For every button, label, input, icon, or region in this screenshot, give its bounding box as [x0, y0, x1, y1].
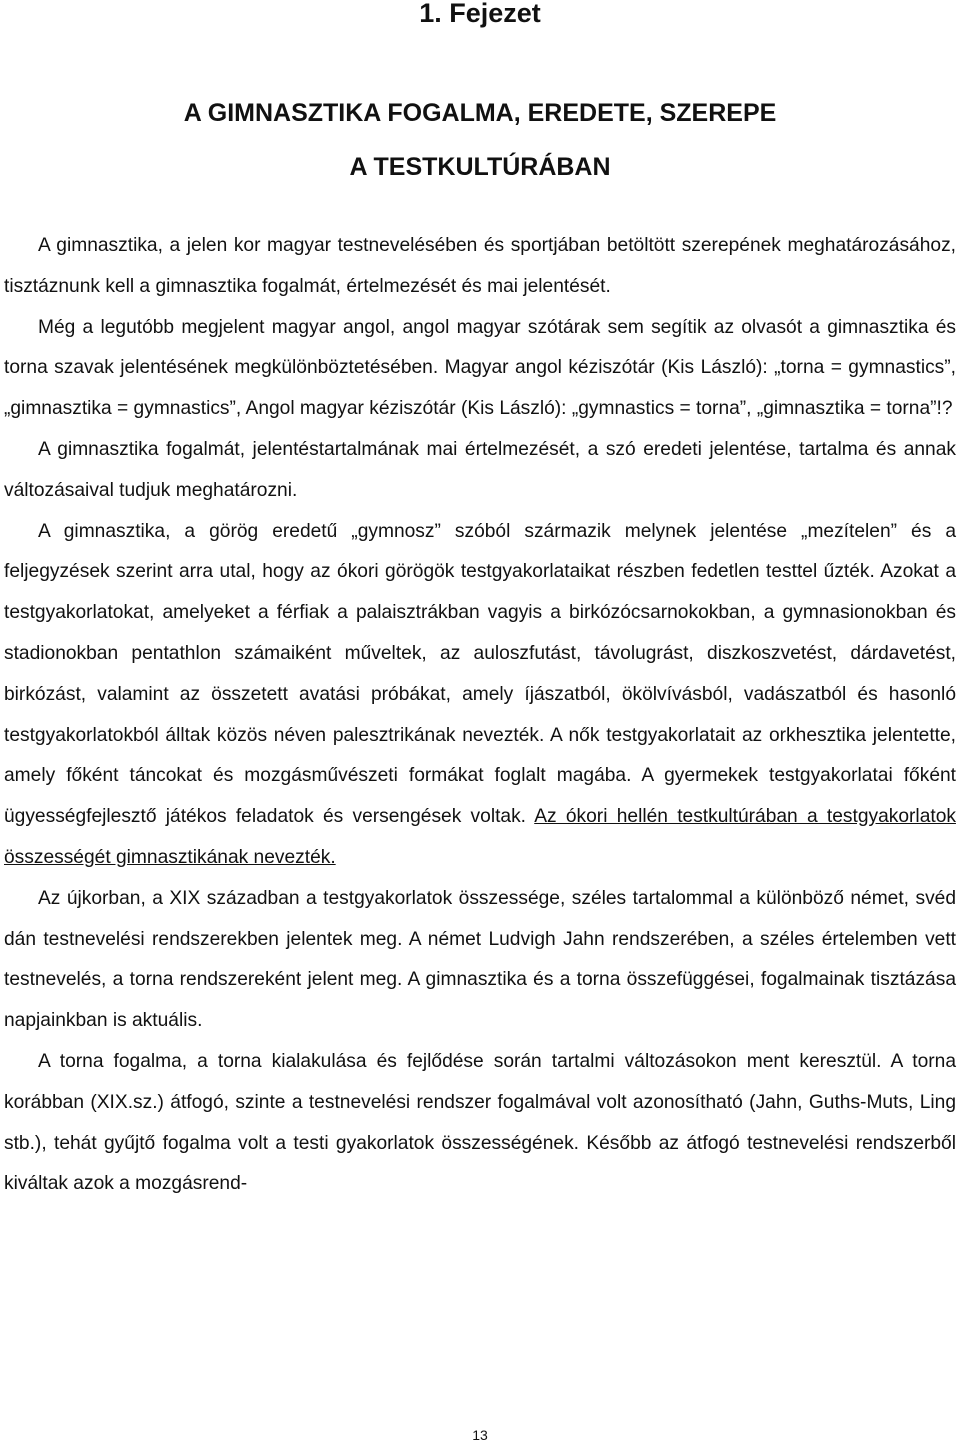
- paragraph-4: [4, 512, 956, 879]
- main-title-line-2: A TESTKULTÚRÁBAN: [349, 153, 611, 181]
- paragraph-2: Még a legutóbb megjelent magyar angol, angol magyar szótárak sem segítik az olvasót a gimnasztika és torna szavak jelentésének megkülönböztetésében. Magyar angol kéziszótár (Kis László): „torna = gymnastics”, „gimnasztika = gymnastics”, Angol magyar kéziszótár (Kis László): „gymnastics = torna”, „gimnasztika = torna”!?: [4, 316, 956, 420]
- paragraph-5: Az újkorban, a XIX században a testgyakorlatok összessége, széles tartalommal a különböző német, svéd dán testnevelési rendszerekben jelentek meg. A német Ludvigh Jahn rendszerében, a széles értelemben vett testnevelés, a torna rendszereként jelent meg. A gimnasztika és a torna összefüggései, fogalmainak tisztázása napjainkban is aktuális.: [4, 887, 956, 1032]
- main-title-line-1: A GIMNASZTIKA FOGALMA, EREDETE, SZEREPE: [183, 99, 777, 127]
- page-number: 13: [472, 1427, 488, 1443]
- paragraph-3: A gimnasztika fogalmát, jelentéstartalmának mai értelmezését, a szó eredeti jelentése, tartalma és annak változásaival tudjuk meghatározni.: [4, 438, 956, 501]
- paragraph-1: A gimnasztika, a jelen kor magyar testnevelésében és sportjában betöltött szerepének meghatározásához, tisztáznunk kell a gimnasztika fogalmát, értelmezését és mai jelentését.: [4, 235, 956, 297]
- paragraph-4-underlined-text: Az ókori hellén testkultúrában a testgyakorlatok összességét gimnasztikának nevezték.: [4, 806, 956, 868]
- paragraph-6: A torna fogalma, a torna kialakulása és fejlődése során tartalmi változásokon ment keresztül. A torna korábban (XIX.sz.) átfogó, szinte a testnevelési rendszer fogalmával volt azonosítható (Jahn, Guths-Muts, Ling stb.), tehát gyűjtő fogalma volt a testi gyakorlatok összességének. Később az átfogó testnevelési rendszerből kiváltak azok a mozgásrend-: [4, 1050, 956, 1195]
- main-title: [0, 86, 960, 194]
- chapter-title: 1. Fejezet: [419, 0, 541, 28]
- paragraph-4-text: A gimnasztika, a görög eredetű „gymnosz” szóból származik melynek jelentése „mezítelen” és a feljegyzések szerint arra utal, hogy az ókori görögök testgyakorlataikat részben fedetlen testtel űzték. Azokat a testgyakorlatokat, amelyeket a férfiak a palaisztrákban vagyis a birkózócsarnokokban, a gymnasionokban és stadionokban pentathlon számaiként műveltek, az auloszfutást, távolugrást, diszkoszvetést, dárdavetést, birkózást, valamint az összetett avatási próbákat, amely íjászatból, ökölvívásból, vadászatból és hasonló testgyakorlatokból álltak közös néven palesztrikának nevezték. A nők testgyakorlatait az orkhesztika jelentette, amely főként táncokat és mozgásművészeti formákat foglalt magába. A gyermekek testgyakorlatai főként ügyességfejlesztő játékos feladatok és versengések voltak.: [4, 520, 956, 828]
- body-text: [4, 226, 956, 1205]
